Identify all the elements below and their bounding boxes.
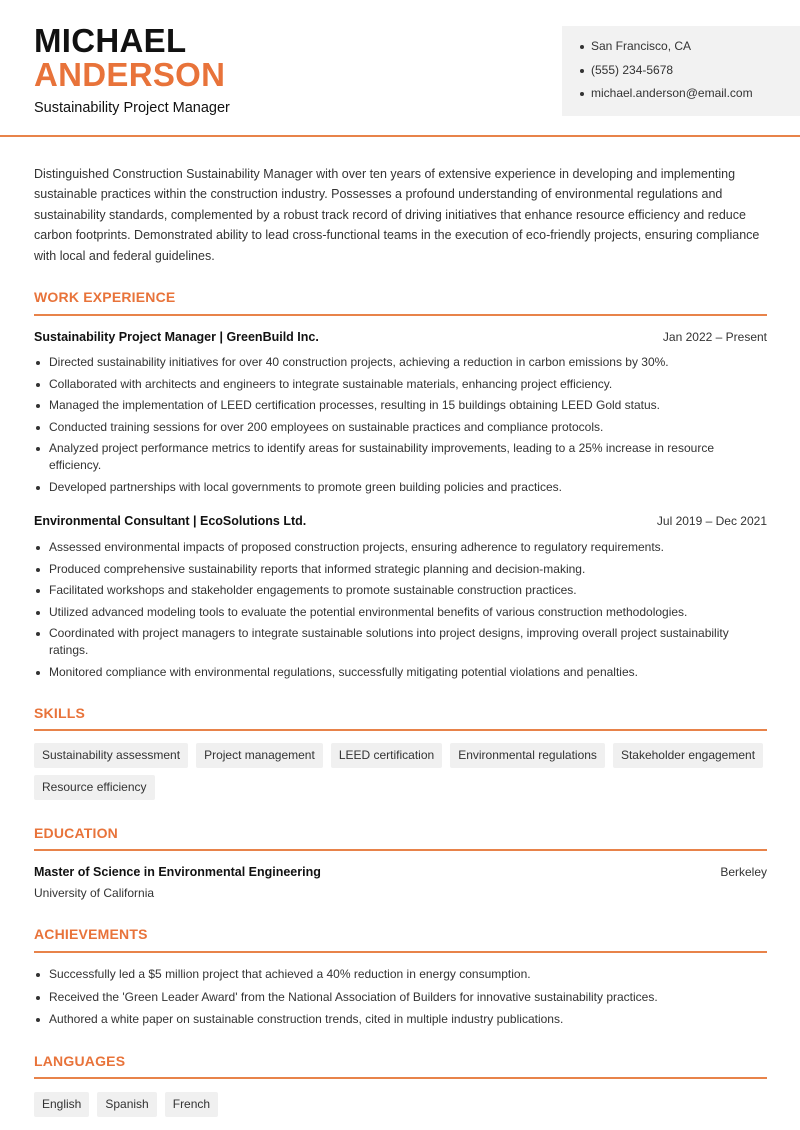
bullet-icon — [580, 69, 584, 73]
last-name: ANDERSON — [34, 56, 226, 93]
degree: Master of Science in Environmental Engineering — [34, 865, 321, 879]
section-divider — [34, 729, 767, 731]
skill-tag: Environmental regulations — [450, 743, 605, 768]
job-dates: Jan 2022 – Present — [662, 330, 767, 344]
list-item: Assessed environmental impacts of proposed construction projects, ensuring adherence to regulatory requirements. — [34, 539, 746, 556]
list-item: Collaborated with architects and engineers to integrate sustainable materials, enhancing project efficiency. — [34, 376, 746, 393]
list-item: Authored a white paper on sustainable construction trends, cited in multiple industry publications. — [34, 1011, 746, 1028]
job-dates: Jul 2019 – Dec 2021 — [656, 514, 767, 528]
list-item: Successfully led a $5 million project that achieved a 40% reduction in energy consumption. — [34, 966, 746, 983]
section-divider — [34, 951, 767, 953]
bullet-icon — [36, 546, 40, 550]
job-bullets — [34, 354, 746, 496]
job-title: Sustainability Project Manager — [34, 100, 230, 116]
first-name: MICHAEL — [34, 22, 187, 59]
list-item: Analyzed project performance metrics to identify areas for sustainability improvements, leading to a 25% increase in resource efficiency. — [34, 440, 746, 474]
job-heading — [34, 330, 767, 344]
bullet-icon — [36, 589, 40, 593]
section-title-education: EDUCATION — [34, 825, 118, 841]
bullet-icon — [36, 383, 40, 387]
list-item: Facilitated workshops and stakeholder engagements to promote sustainable construction practices. — [34, 582, 746, 599]
list-item: Received the 'Green Leader Award' from the National Association of Builders for innovative sustainability practices. — [34, 989, 746, 1006]
bullet-icon — [580, 92, 584, 96]
school-name: University of California — [34, 886, 155, 900]
list-item: Developed partnerships with local governments to promote green building policies and practices. — [34, 479, 746, 496]
bullet-icon — [36, 404, 40, 408]
section-title-achievements: ACHIEVEMENTS — [34, 926, 148, 942]
bullet-icon — [36, 996, 40, 1000]
languages-list — [34, 1092, 774, 1117]
list-item: Produced comprehensive sustainability reports that informed strategic planning and decision-making. — [34, 561, 746, 578]
education-location: Berkeley — [720, 865, 767, 879]
contact-phone: (555) 234-5678 — [580, 62, 800, 86]
skill-tag: Resource efficiency — [34, 775, 155, 800]
list-item: Conducted training sessions for over 200 employees on sustainable practices and compliance protocols. — [34, 419, 746, 436]
job-title-company: Environmental Consultant | EcoSolutions Ltd. — [34, 514, 307, 528]
bullet-icon — [36, 568, 40, 572]
bullet-icon — [36, 361, 40, 365]
language-tag: English — [34, 1092, 89, 1117]
list-item: Coordinated with project managers to integrate sustainable solutions into project designs, improving overall project sustainability ratings. — [34, 625, 746, 659]
contact-location: San Francisco, CA — [580, 38, 800, 62]
bullet-icon — [36, 611, 40, 615]
list-item: Monitored compliance with environmental regulations, successfully mitigating potential violations and penalties. — [34, 664, 746, 681]
skill-tag: LEED certification — [331, 743, 442, 768]
list-item: Utilized advanced modeling tools to evaluate the potential environmental benefits of various construction methodologies. — [34, 604, 746, 621]
job-bullets — [34, 539, 746, 681]
skill-tag: Sustainability assessment — [34, 743, 188, 768]
bullet-icon — [36, 486, 40, 490]
list-item: Directed sustainability initiatives for over 40 construction projects, achieving a reduction in carbon emissions by 30%. — [34, 354, 746, 371]
achievements-list — [34, 966, 746, 1028]
section-divider — [34, 849, 767, 851]
bullet-icon — [36, 973, 40, 977]
bullet-icon — [36, 426, 40, 430]
skill-tag: Stakeholder engagement — [613, 743, 763, 768]
job-heading — [34, 514, 767, 528]
section-title-skills: SKILLS — [34, 705, 85, 721]
skills-list — [34, 743, 774, 800]
bullet-icon — [36, 1018, 40, 1022]
skill-tag: Project management — [196, 743, 323, 768]
education-heading — [34, 865, 767, 879]
candidate-name — [34, 24, 225, 92]
resume-header — [0, 0, 800, 137]
section-divider — [34, 314, 767, 316]
contact-box — [562, 26, 800, 116]
professional-summary: Distinguished Construction Sustainability Manager with over ten years of extensive experience in developing and implementing sustainable practices within the construction industry. Possesses a profound understanding of environmental regulations and sustainability standards, complemented by a robust track record of driving initiatives that enhance resource efficiency and reduce carbon footprints. Demonstrated ability to lead cross-functional teams in the execution of eco-friendly projects, ensuring compliance with local and federal guidelines. — [34, 167, 760, 263]
list-item: Managed the implementation of LEED certification processes, resulting in 15 buildings obtaining LEED Gold status. — [34, 397, 746, 414]
bullet-icon — [36, 671, 40, 675]
section-title-work-experience: WORK EXPERIENCE — [34, 289, 176, 305]
job-title-company: Sustainability Project Manager | GreenBuild Inc. — [34, 330, 319, 344]
language-tag: Spanish — [97, 1092, 156, 1117]
section-title-languages: LANGUAGES — [34, 1053, 126, 1069]
language-tag: French — [165, 1092, 218, 1117]
bullet-icon — [36, 447, 40, 451]
section-divider — [34, 1077, 767, 1079]
bullet-icon — [580, 45, 584, 49]
contact-email[interactable]: michael.anderson@email.com — [580, 85, 800, 109]
bullet-icon — [36, 632, 40, 636]
